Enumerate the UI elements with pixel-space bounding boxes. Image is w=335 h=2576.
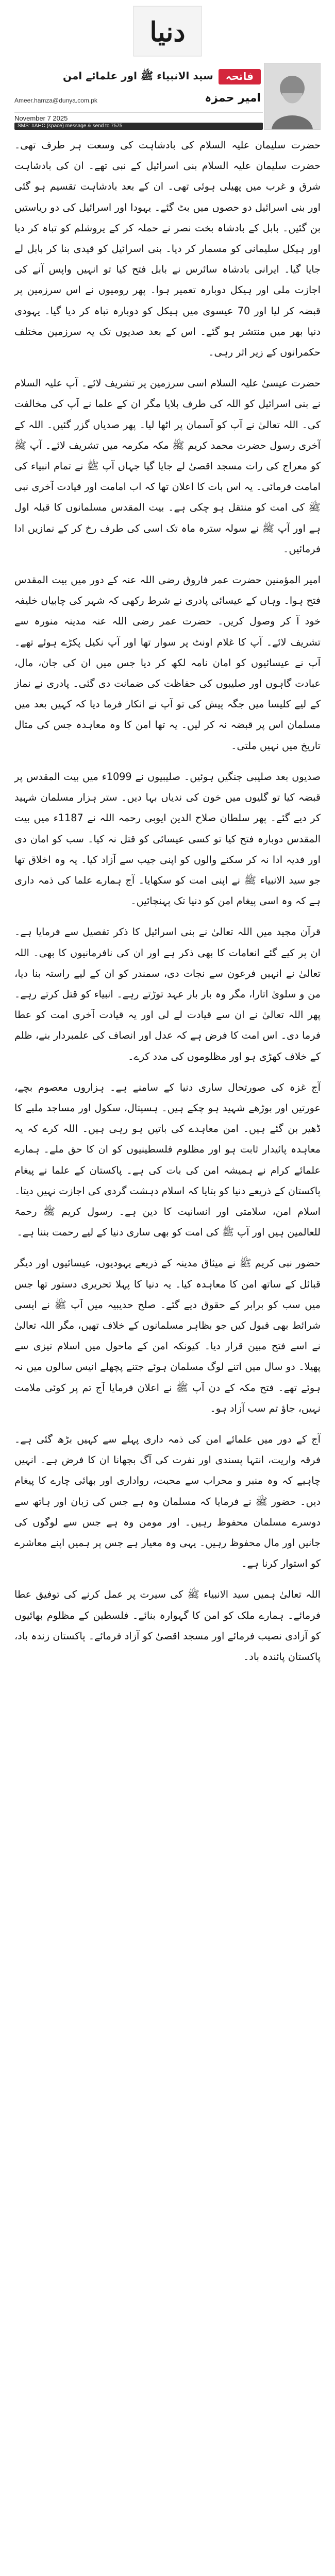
column-banner <box>14 63 321 129</box>
article-paragraph: امیر المؤمنین حضرت عمر فاروق رضی اللہ عنہ کے دور میں بیت المقدس فتح ہوا۔ وہاں کے عیسائی پادری نے شرط رکھی کہ شہر کی چابیاں خلیفہ خود آ کر وصول کریں۔ حضرت عمر رضی اللہ عنہ مدینہ منورہ سے تشریف لائے۔ آپ کا غلام اونٹ پر سوار تھا اور آپ نکیل پکڑے ہوئے تھے۔ آپ نے عیسائیوں کو امان نامہ لکھ کر دیا جس میں ان کی جان، مال، عبادت گاہوں اور صلیبوں کی حفاظت کی ضمانت دی گئی۔ پادری نے نماز کے لیے کلیسا میں جگہ پیش کی تو آپ نے انکار فرما دیا کہ کہیں بعد میں مسلمان اس پر قبضہ نہ کر لیں۔ یہ تھا امن کا وہ معاہدہ جس کی مثال تاریخ میں نہیں ملتی۔ <box>14 574 321 752</box>
column-title: سید الانبیاء ﷺ اور علمائے امن <box>63 69 213 82</box>
article-paragraph: اللہ تعالیٰ ہمیں سید الانبیاء ﷺ کی سیرت پر عمل کرنے کی توفیق عطا فرمائے۔ ہمارے ملک کو امن کا گہوارہ بنائے۔ فلسطین کے مظلوم بھائیوں کو آزادی نصیب فرمائے اور مسجد اقصیٰ کو آزاد فرمائے۔ پاکستان زندہ باد، پاکستان پائندہ باد۔ <box>14 1588 321 1663</box>
newspaper-logo <box>131 4 204 58</box>
logo-text: دنیا <box>149 16 186 48</box>
column-tag: فاتحہ <box>219 69 261 84</box>
date-row <box>14 112 263 120</box>
author-name: امیر حمزہ <box>205 92 261 105</box>
author-email: Ameer.hamza@dunya.com.pk <box>14 97 97 104</box>
article-paragraph: حضور نبی کریم ﷺ نے میثاق مدینہ کے ذریعے یہودیوں، عیسائیوں اور دیگر قبائل کے ساتھ امن کا معاہدہ کیا۔ یہ دنیا کا پہلا تحریری دستور تھا جس میں سب کو برابر کے حقوق دیے گئے۔ صلح حدیبیہ میں آپ ﷺ نے ایسی شرائط بھی قبول کیں جو بظاہر مسلمانوں کے خلاف تھیں، مگر اللہ تعالیٰ نے اسے فتح مبین قرار دیا۔ کیونکہ امن کے ماحول میں اسلام تیزی سے پھیلا۔ دو سال میں اتنے لوگ مسلمان ہوئے جتنے پچھلے انیس سالوں میں نہ ہوئے تھے۔ فتح مکہ کے دن آپ ﷺ نے اعلان فرمایا آج تم پر کوئی ملامت نہیں، جاؤ تم سب آزاد ہو۔ <box>14 1257 321 1414</box>
article-paragraph: قرآن مجید میں اللہ تعالیٰ نے بنی اسرائیل کا ذکر تفصیل سے فرمایا ہے۔ ان پر کیے گئے انعامات کا بھی ذکر ہے اور ان کی نافرمانیوں کا بھی۔ اللہ تعالیٰ نے انہیں فرعون سے نجات دی، سمندر کو ان کے لیے راستہ بنا دیا، من و سلویٰ اتارا، مگر وہ بار بار عہد توڑتے رہے۔ انبیاء کو قتل کرتے رہے۔ پھر اللہ تعالیٰ نے ان سے قیادت لے لی اور یہ قیادت آخری امت کو عطا فرما دی۔ اس امت کا فرض ہے کہ عدل اور انصاف کی علمبردار بنے، ظلم کے خلاف کھڑی ہو اور مظلوموں کی مدد کرے۔ <box>14 926 321 1062</box>
article-body <box>14 135 321 1667</box>
author-avatar-icon <box>264 63 320 129</box>
column-header <box>14 68 261 86</box>
sms-bar <box>14 123 263 130</box>
publish-date: November 7 2025 <box>14 114 68 122</box>
author-photo <box>264 63 321 130</box>
article-paragraph: حضرت سلیمان علیہ السلام کی بادشاہت کی وسعت ہر طرف تھی۔ حضرت سلیمان علیہ السلام بنی اسرائیل کے نبی تھے۔ ان کی بادشاہت شرق و غرب میں پھیلی ہوئی تھی۔ ان کے بعد بادشاہت تقسیم ہو گئی اور بنی اسرائیل دو حصوں میں بٹ گئے۔ یہودا اور اسرائیل کی دو ریاستیں بن گئیں۔ بابل کے بادشاہ بخت نصر نے حملہ کر کے یروشلم کو تباہ کر دیا اور ہیکل سلیمانی کو مسمار کر دیا۔ بنی اسرائیل کو قیدی بنا کر بابل لے جایا گیا۔ ایرانی بادشاہ سائرس نے بابل فتح کیا تو انہیں واپس آنے کی اجازت ملی اور ہیکل دوبارہ تعمیر ہوا۔ پھر رومیوں نے اس سرزمین پر قبضہ کر لیا اور 70 عیسوی میں ہیکل کو دوبارہ تباہ کر دیا گیا۔ یہودی دنیا بھر میں منتشر ہو گئے۔ اس کے بعد صدیوں تک یہ سرزمین مختلف حکمرانوں کے زیر اثر رہی۔ <box>14 139 321 359</box>
article-paragraph: صدیوں بعد صلیبی جنگیں ہوئیں۔ صلیبیوں نے 1099ء میں بیت المقدس پر قبضہ کیا تو گلیوں میں خون کی ندیاں بہا دیں۔ ستر ہزار مسلمان شہید کر دیے گئے۔ پھر سلطان صلاح الدین ایوبی رحمہ اللہ نے 1187ء میں بیت المقدس دوبارہ فتح کیا تو کسی عیسائی کو قتل نہ کیا۔ سب کو امان دی اور فدیہ ادا نہ کر سکنے والوں کو اپنی جیب سے آزاد کیا۔ یہ وہ اخلاق تھا جو سید الانبیاء ﷺ نے اپنی امت کو سکھایا۔ آج ہمارے علما کی ذمہ داری ہے کہ وہ اسی پیغام امن کو دنیا تک پہنچائیں۔ <box>14 770 321 907</box>
sms-instructions: SMS: #AHC (space) message & send to 7575 <box>18 123 123 129</box>
article-paragraph: آج غزہ کی صورتحال ساری دنیا کے سامنے ہے۔ ہزاروں معصوم بچے، عورتیں اور بوڑھے شہید ہو چکے ہیں۔ ہسپتال، سکول اور مساجد ملبے کا ڈھیر بن گئے ہیں۔ امن معاہدے کی باتیں ہو رہی ہیں۔ اللہ کرے کہ یہ معاہدہ پائیدار ثابت ہو اور مظلوم فلسطینیوں کو ان کا حق ملے۔ ہمارے علمائے کرام نے ہمیشہ امن کی بات کی ہے۔ پاکستان کے علما نے پیغام پاکستان کے ذریعے دنیا کو بتایا کہ اسلام دہشت گردی کی اجازت نہیں دیتا۔ اسلام امن، سلامتی اور انسانیت کا دین ہے۔ رسول کریم ﷺ رحمۃ للعالمین ہیں اور آپ ﷺ کی امت کو بھی ساری دنیا کے لیے رحمت بننا ہے۔ <box>14 1081 321 1239</box>
article-paragraph: حضرت عیسیٰ علیہ السلام اسی سرزمین پر تشریف لائے۔ آپ علیہ السلام نے بنی اسرائیل کو اللہ کی طرف بلایا مگر ان کے علما نے آپ کی مخالفت کی۔ اللہ تعالیٰ نے آپ کو آسمان پر اٹھا لیا۔ پھر صدیاں گزر گئیں۔ اللہ کے آخری رسول حضرت محمد کریم ﷺ مکہ مکرمہ میں تشریف لائے۔ آپ ﷺ کو معراج کی رات مسجد اقصیٰ لے جایا گیا جہاں آپ ﷺ نے تمام انبیاء کی امامت فرمائی۔ یہ اس بات کا اعلان تھا کہ اب امامت اور قیادت آخری نبی ﷺ کی امت کو منتقل ہو چکی ہے۔ بیت المقدس مسلمانوں کا قبلہ اول ہے اور آپ ﷺ نے سولہ سترہ ماہ تک اسی کی طرف رخ کر کے نمازیں ادا فرمائیں۔ <box>14 377 321 555</box>
logo-mark <box>131 4 204 58</box>
article-paragraph: آج کے دور میں علمائے امن کی ذمہ داری پہلے سے کہیں بڑھ گئی ہے۔ فرقہ واریت، انتہا پسندی اور نفرت کی آگ بجھانا ان کا فرض ہے۔ انہیں چاہیے کہ وہ منبر و محراب سے محبت، رواداری اور بھائی چارے کا پیغام دیں۔ حضور ﷺ نے فرمایا کہ مسلمان وہ ہے جس کی زبان اور ہاتھ سے دوسرے مسلمان محفوظ رہیں۔ اور مومن وہ ہے جس سے لوگوں کی جانیں اور مال محفوظ رہیں۔ یہی وہ معیار ہے جس پر ہمیں اپنے معاشرے کو استوار کرنا ہے۔ <box>14 1433 321 1570</box>
